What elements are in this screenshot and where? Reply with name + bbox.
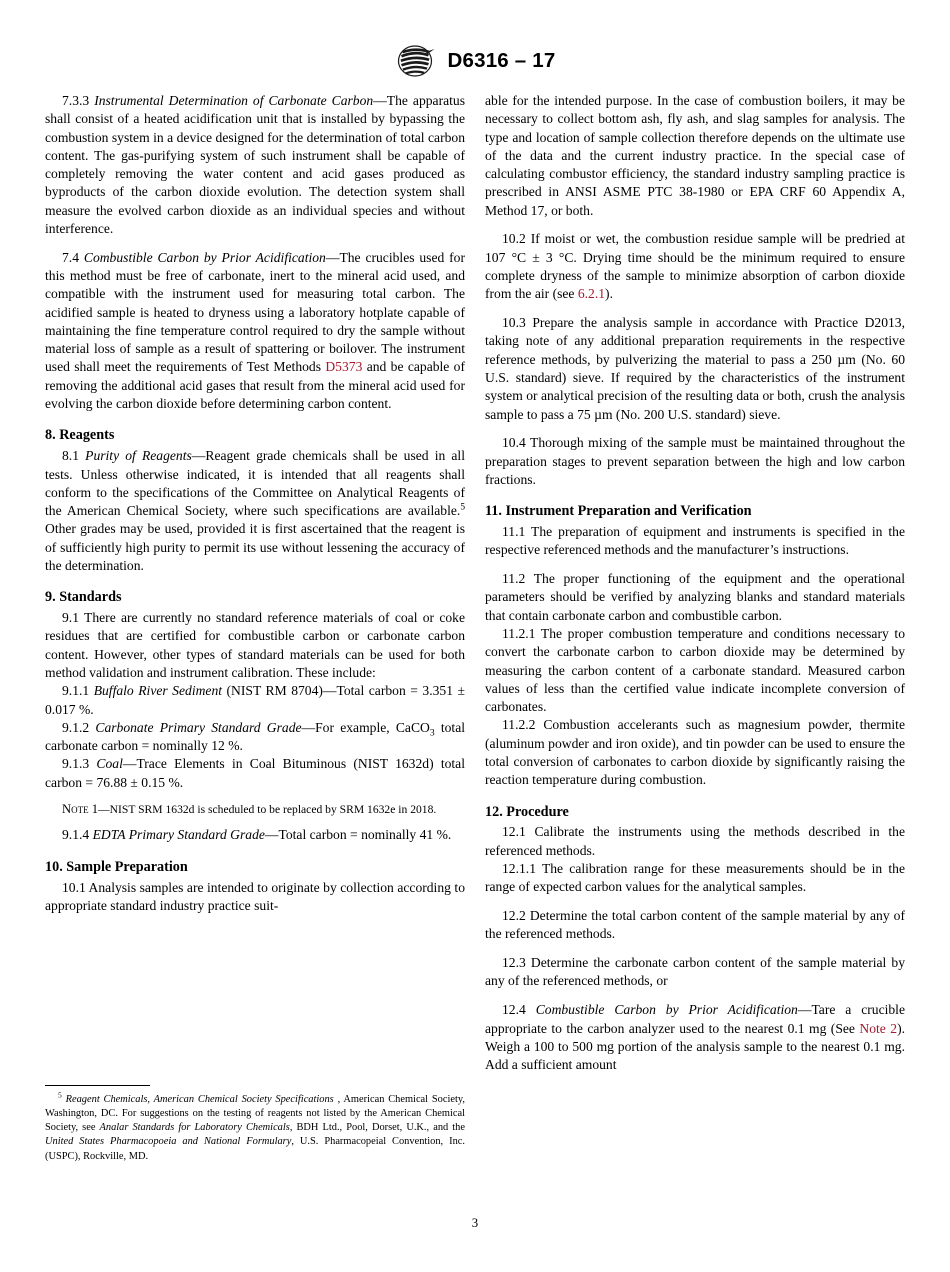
paragraph-11-2-2 bbox=[485, 716, 905, 789]
clause-text: The calibration range for these measurements should be in the range of expected carbon values for the analytical samples. bbox=[485, 861, 906, 895]
clause-text: The proper combustion temperature and conditions necessary to convert the carbonate carbon to carbon dioxide may be determined by measuring the carbon content of a carbonate standard. Measured carbon values of less than the certified value indicate incomplete conversion of carbonates. bbox=[485, 625, 906, 715]
paragraph-12-4 bbox=[485, 1001, 905, 1074]
paragraph-9-1-3 bbox=[45, 755, 465, 792]
clause-text-continued: ). bbox=[605, 286, 613, 302]
clause-text: If moist or wet, the combustion residue sample will be predried at 107 °C ± 3 °C. Drying time should be the minimum required to ensure complete dryness of the sample to minimize absorption of carbon dioxide from the air (see bbox=[485, 231, 905, 302]
clause-text: Tare a crucible appropriate to the carbon analyzer used to the nearest 0.1 mg (See bbox=[485, 1002, 905, 1036]
clause-number: 7.4 bbox=[62, 249, 79, 265]
clause-text: The apparatus shall consist of a heated acidification unit that is installed by bypassing the combustion system in a device designed for the determination of total carbon content. The gas-purifying system of such instrument shall be capable of completely removing the water content and acid gases produced as byproducts of the carbon dioxide evolution. The detection system shall measure the evolved carbon dioxide as an individual species and without interference. bbox=[45, 93, 465, 236]
right-text-column bbox=[485, 92, 905, 1074]
clause-text: Trace Elements in Coal Bituminous (NIST 1632d) total carbon = 76.88 ± 0.15 %. bbox=[45, 756, 465, 790]
clause-title: Purity of Reagents bbox=[85, 448, 192, 464]
clause-text: Determine the total carbon content of the sample material by any of the referenced methods. bbox=[485, 908, 905, 942]
clause-text: Analysis samples are intended to originate by collection according to appropriate standard industry practice suit- bbox=[45, 879, 465, 913]
left-text-column bbox=[45, 92, 465, 915]
clause-text: The proper functioning of the equipment and the operational parameters should be verified by analyzing blanks and standard materials that contain carbonate carbon and combustible carbon. bbox=[485, 571, 905, 623]
clause-title: EDTA Primary Standard Grade bbox=[92, 827, 265, 843]
clause-text: (NIST RM 8704)—Total carbon = 3.351 ± 0.017 %. bbox=[45, 683, 465, 717]
paragraph-10-2 bbox=[485, 230, 905, 303]
clause-text-continued: and be capable of removing the additional acid gases that result from the mineral acid used for evolving the carbon dioxide before determining carbon content. bbox=[45, 359, 465, 411]
clause-number: 10.3 bbox=[502, 315, 526, 331]
clause-title: Combustible Carbon by Prior Acidification bbox=[83, 249, 326, 265]
document-designation: D6316 – 17 bbox=[447, 48, 556, 72]
clause-title: Combustible Carbon by Prior Acidification bbox=[535, 1002, 798, 1018]
footnote-marker-5[interactable]: 5 bbox=[460, 502, 465, 513]
footnote-text-3: , U.S. Pharmacopeial Convention, Inc. (USPC), Rockville, MD. bbox=[45, 1136, 465, 1162]
paragraph-12-1 bbox=[485, 823, 905, 860]
standard-reference-link-d5373[interactable]: D5373 bbox=[325, 359, 363, 375]
clause-number: 11.1 bbox=[502, 524, 526, 540]
clause-number: 7.3.3 bbox=[62, 93, 90, 108]
clause-text: Thorough mixing of the sample must be maintained throughout the preparation stages to prevent separation between the high and low carbon fractions. bbox=[485, 435, 905, 487]
clause-title: Carbonate Primary Standard Grade bbox=[95, 719, 302, 735]
footnote-number: 5 bbox=[58, 1090, 62, 1100]
paragraph-12-1-1 bbox=[485, 860, 905, 897]
chemical-subscript: 3 bbox=[429, 727, 435, 739]
section-heading-sample-preparation: 10. Sample Preparation bbox=[45, 858, 188, 875]
paragraph-7-3-3 bbox=[45, 92, 465, 238]
footnote-area bbox=[45, 1085, 465, 1164]
em-dash: — bbox=[301, 719, 316, 735]
footnote-title-3: United States Pharmacopoeia and National Formulary bbox=[45, 1136, 292, 1148]
em-dash: — bbox=[373, 93, 387, 108]
paragraph-10-4 bbox=[485, 434, 905, 489]
clause-number: 10.4 bbox=[502, 435, 526, 451]
section-heading-reagents: 8. Reagents bbox=[45, 427, 115, 444]
clause-text-continued: Other grades may be used, provided it is first ascertained that the reagent is of sufficiently high purity to permit its use without lessening the accuracy of the determination. bbox=[45, 521, 465, 573]
em-dash: — bbox=[264, 827, 279, 843]
section-heading-procedure: 12. Procedure bbox=[485, 803, 569, 820]
clause-text: Determine the carbonate carbon content of the sample material by any of the referenced methods, or bbox=[485, 955, 905, 989]
clause-number: 10.2 bbox=[502, 231, 526, 247]
paragraph-12-2 bbox=[485, 907, 905, 944]
cross-reference-link-6-2-1[interactable]: 6.2.1 bbox=[577, 286, 606, 302]
clause-number: 10.1 bbox=[62, 879, 86, 895]
footnote-text-1: , American Chemical Society, Washington, DC. For suggestions on the testing of reagents not listed by the American Chemical Society, see bbox=[45, 1094, 465, 1134]
em-dash: — bbox=[98, 802, 110, 816]
paragraph-9-1-4 bbox=[45, 826, 465, 844]
footnote-title-2: Analar Standards for Laboratory Chemicals bbox=[99, 1122, 290, 1134]
clause-text: For example, CaCO bbox=[315, 719, 430, 735]
clause-text: Reagent grade chemicals shall be used in all tests. Unless otherwise indicated, it is intended that all reagents shall conform to the specifications of the Committee on Analytical Reagents of the American Chemical Society, where such specifications are available. bbox=[45, 448, 465, 519]
paragraph-10-3 bbox=[485, 314, 905, 424]
clause-text-continued: ). Weigh a 100 to 500 mg portion of the analysis sample to the nearest 0.1 mg. Add a sufficient amount bbox=[485, 1020, 905, 1073]
em-dash: — bbox=[797, 1002, 812, 1018]
clause-text: Prepare the analysis sample in accordance with Practice D2013, taking note of any additional preparation requirements in the respective reference methods, by pulverizing the material to pass a 250 µm (No. 60 U.S. standard) sieve. If required by the characteristics of the instrument system or analytical precision of the resulting data or both, crush the analysis sample to pass a 75 µm (No. 200 U.S. standard) sieve. bbox=[485, 315, 905, 422]
clause-number: 9.1 bbox=[62, 610, 79, 626]
clause-number: 12.1.1 bbox=[502, 861, 536, 877]
clause-text-continued: total carbonate carbon = nominally 12 %. bbox=[45, 719, 466, 754]
clause-number: 12.1 bbox=[502, 824, 526, 840]
clause-text: Calibrate the instruments using the methods described in the referenced methods. bbox=[485, 824, 905, 858]
clause-number: 12.2 bbox=[502, 908, 526, 924]
clause-text: The crucibles used for this method must be free of carbonate, inert to the mineral acid used, and compatible with the instrument used for measuring total carbon. The acidified sample is heated to dryness using a laboratory hotplate capable of maintaining the fine temperature control required to dry the sample without material loss of sample as a result of spattering or boilover. The instrument used shall meet the requirements of Test Methods bbox=[45, 249, 466, 375]
paragraph-10-1 bbox=[45, 879, 465, 916]
note-text: NIST SRM 1632d is scheduled to be replaced by SRM 1632e in 2018. bbox=[109, 802, 437, 816]
footnote-divider bbox=[45, 1085, 150, 1086]
clause-number: 9.1.4 bbox=[62, 827, 90, 843]
paragraph-9-1 bbox=[45, 609, 465, 682]
em-dash: — bbox=[325, 249, 340, 265]
page-header bbox=[0, 44, 950, 84]
paragraph-11-1 bbox=[485, 523, 905, 560]
paragraph-9-1-1 bbox=[45, 682, 465, 719]
clause-text: The preparation of equipment and instruments is specified in the respective referenced methods and the manufacturer’s instructions. bbox=[485, 524, 906, 558]
note-1 bbox=[45, 801, 465, 817]
clause-number: 12.4 bbox=[502, 1002, 526, 1018]
clause-number: 9.1.3 bbox=[62, 756, 90, 772]
clause-number: 11.2.1 bbox=[502, 625, 536, 641]
clause-text: Total carbon = nominally 41 %. bbox=[278, 827, 452, 843]
note-label: Note 1 bbox=[62, 801, 99, 816]
clause-title: Coal bbox=[96, 756, 123, 772]
astm-logo-icon bbox=[394, 44, 436, 78]
clause-number: 9.1.1 bbox=[62, 683, 90, 699]
section-heading-standards: 9. Standards bbox=[45, 589, 122, 606]
footnote-5 bbox=[45, 1090, 465, 1164]
em-dash: — bbox=[191, 448, 206, 464]
paragraph-11-2 bbox=[485, 570, 905, 625]
paragraph-8-1 bbox=[45, 447, 465, 575]
clause-number: 11.2 bbox=[502, 571, 526, 587]
footnote-title-1: Reagent Chemicals, American Chemical Society Specifications bbox=[65, 1094, 334, 1105]
paragraph-7-4 bbox=[45, 249, 465, 414]
section-heading-instrument-preparation: 11. Instrument Preparation and Verification bbox=[485, 503, 752, 520]
clause-number: 12.3 bbox=[502, 955, 526, 971]
clause-number: 11.2.2 bbox=[502, 717, 536, 733]
clause-text: There are currently no standard reference materials of coal or coke residues that are certified for combustible carbon or carbonate carbon content. However, other types of standard materials can be used for both method validation and instrument calibration. These include: bbox=[45, 610, 465, 680]
em-dash: — bbox=[122, 756, 137, 772]
clause-number: 8.1 bbox=[62, 448, 79, 464]
paragraph-9-1-2 bbox=[45, 719, 465, 756]
paragraph-11-2-1 bbox=[485, 625, 905, 716]
page-number: 3 bbox=[471, 1216, 479, 1230]
clause-title: Instrumental Determination of Carbonate Carbon bbox=[94, 93, 374, 108]
clause-title: Buffalo River Sediment bbox=[93, 683, 223, 699]
note-reference-link-note-2[interactable]: Note 2 bbox=[859, 1020, 898, 1036]
clause-text: Combustion accelerants such as magnesium powder, thermite (aluminum powder and iron oxide), and tin powder can be used to ensure the total conversion of carbonates to carbon dioxide by significantly raising the reaction temperature during combustion. bbox=[485, 717, 905, 788]
clause-number: 9.1.2 bbox=[62, 719, 90, 735]
paragraph-10-1-continued: able for the intended purpose. In the case of combustion boilers, it may be necessary to collect bottom ash, fly ash, and slag samples for analysis. The type and location of sample collection therefore depends on the ultimate use of the data and the current industry practice. In the special case of calculating combustor efficiency, the standard industry sampling practice is prescribed in ANSI ASME PTC 38-1980 or EPA CRF 60 Appendix A, Method 17, or both. bbox=[485, 93, 905, 218]
paragraph-12-3 bbox=[485, 954, 905, 991]
footnote-text-2: , BDH Ltd., Pool, Dorset, U.K., and the bbox=[289, 1122, 465, 1134]
